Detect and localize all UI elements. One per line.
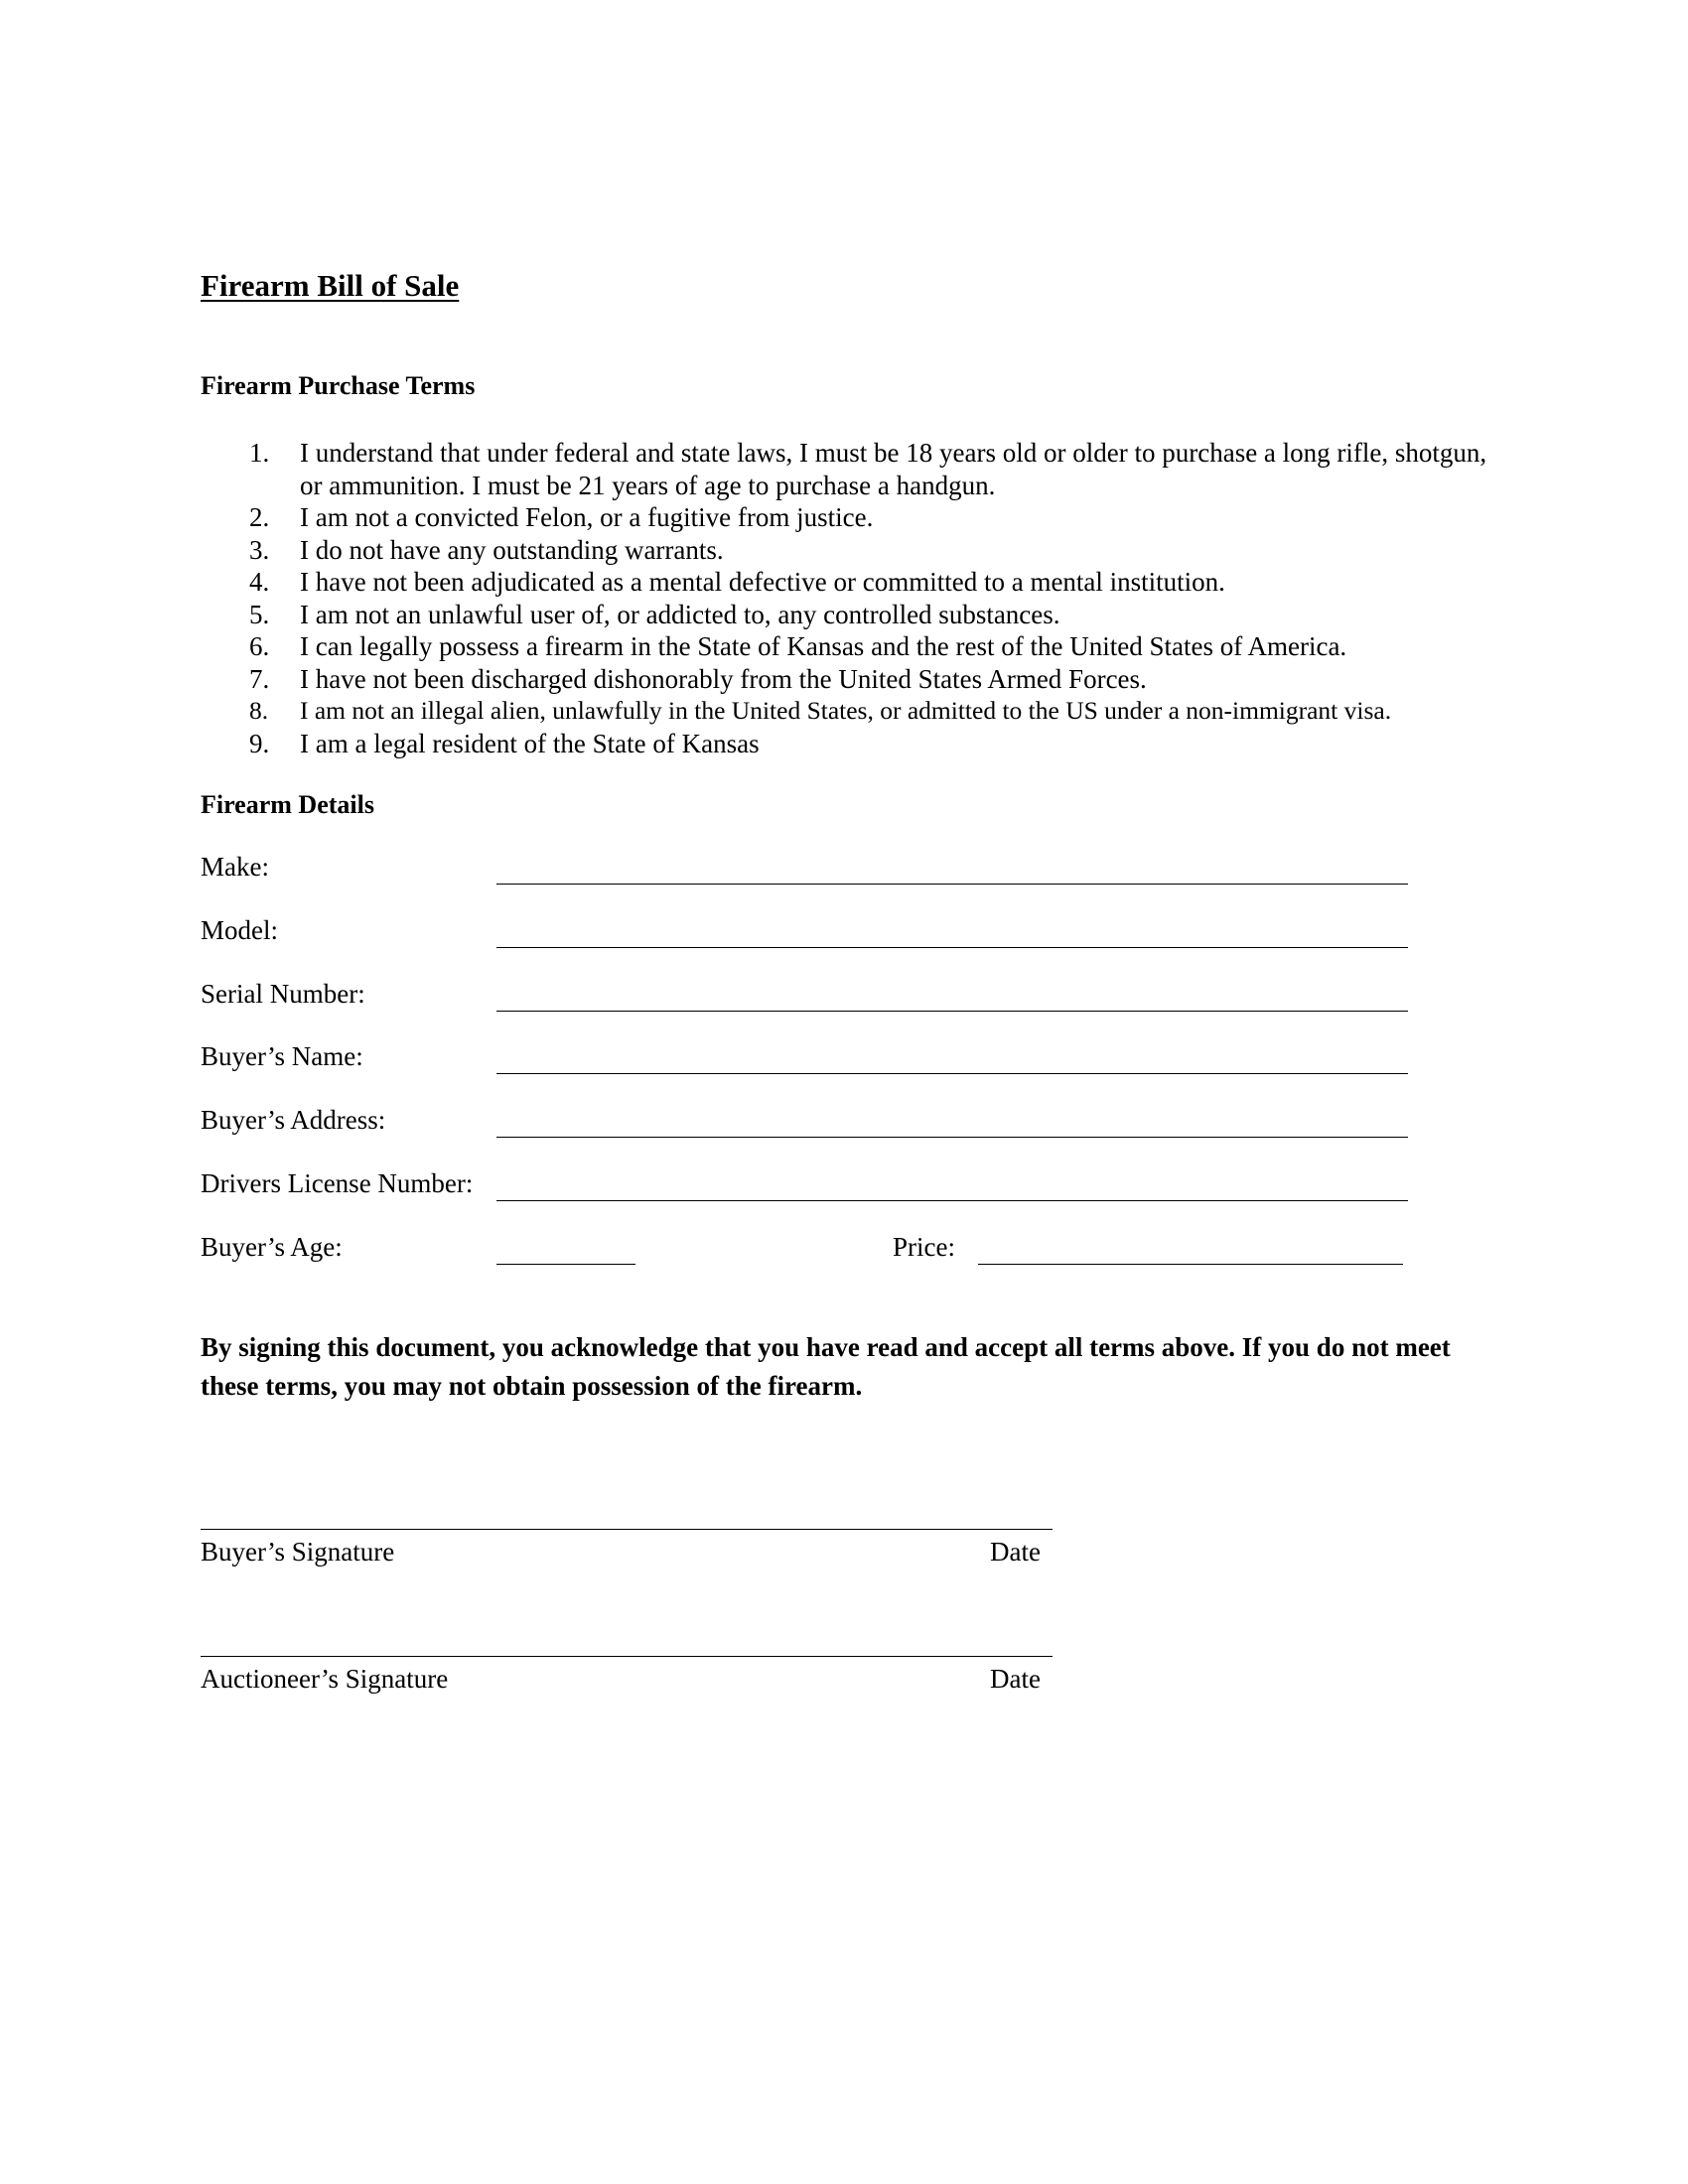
term-item [201, 501, 1491, 534]
term-item [201, 663, 1491, 696]
buyer-name-field[interactable] [496, 1073, 1408, 1074]
document-title: Firearm Bill of Sale [201, 268, 460, 303]
term-item [201, 566, 1491, 599]
term-text: I am a legal resident of the State of Kansas [300, 728, 760, 758]
term-number: 8. [249, 696, 269, 725]
term-number: 6. [249, 631, 270, 661]
buyer-signature-line[interactable] [201, 1529, 1053, 1530]
term-number: 3. [249, 534, 270, 565]
term-number: 4. [249, 567, 270, 597]
make-label: Make: [201, 852, 269, 882]
auctioneer-date-label: Date [990, 1664, 1041, 1694]
buyer-address-row [201, 1105, 1412, 1145]
term-number: 1. [249, 438, 270, 468]
buyer-age-label: Buyer’s Age: [201, 1232, 343, 1262]
auctioneer-signature-block [201, 1656, 1053, 1715]
term-number: 7. [249, 663, 270, 694]
drivers-license-row [201, 1168, 1412, 1208]
model-row [201, 915, 1412, 955]
term-text: I am not a convicted Felon, or a fugitive from justice. [300, 502, 874, 532]
buyer-address-field[interactable] [496, 1137, 1408, 1138]
serial-number-row [201, 979, 1412, 1019]
term-text: I do not have any outstanding warrants. [300, 534, 724, 565]
purchase-terms-heading: Firearm Purchase Terms [201, 371, 476, 400]
buyer-name-label: Buyer’s Name: [201, 1041, 363, 1071]
drivers-license-field[interactable] [496, 1200, 1408, 1201]
term-item [201, 630, 1491, 663]
term-text: I can legally possess a firearm in the State of Kansas and the rest of the United States of America. [300, 631, 1347, 661]
firearm-details-heading: Firearm Details [201, 790, 374, 819]
term-item [201, 599, 1491, 631]
term-text: I am not an illegal alien, unlawfully in the United States, or admitted to the US under a non-immigrant visa. [300, 696, 1392, 725]
term-number: 2. [249, 502, 270, 532]
buyer-name-row [201, 1041, 1412, 1081]
term-item [201, 728, 1491, 760]
price-field[interactable] [978, 1264, 1403, 1265]
serial-number-field[interactable] [496, 1011, 1408, 1012]
term-number: 5. [249, 599, 270, 629]
term-text: I am not an unlawful user of, or addicted to, any controlled substances. [300, 599, 1060, 629]
serial-number-label: Serial Number: [201, 979, 365, 1009]
term-item [201, 695, 1491, 728]
drivers-license-label: Drivers License Number: [201, 1168, 474, 1198]
term-item [201, 534, 1491, 567]
price-label: Price: [893, 1232, 955, 1262]
model-field[interactable] [496, 947, 1408, 948]
buyer-signature-label: Buyer’s Signature [201, 1537, 395, 1567]
make-row [201, 852, 1412, 891]
buyer-signature-block [201, 1529, 1053, 1588]
auctioneer-signature-line[interactable] [201, 1656, 1053, 1657]
term-text: I have not been adjudicated as a mental defective or committed to a mental institution. [300, 567, 1225, 597]
buyer-address-label: Buyer’s Address: [201, 1105, 386, 1135]
make-field[interactable] [496, 884, 1408, 885]
term-item [201, 437, 1491, 501]
buyer-age-field[interactable] [496, 1264, 635, 1265]
term-text: I understand that under federal and state laws, I must be 18 years old or older to purchase a long rifle, shotgun, or ammunition. I must be 21 years of age to purchase a handgun. [300, 438, 1487, 500]
buyer-date-label: Date [990, 1537, 1041, 1567]
acknowledgement-text: By signing this document, you acknowledge that you have read and accept all terms above. If you do not meet these terms, you may not obtain possession of the firearm. [201, 1332, 1451, 1401]
auctioneer-signature-label: Auctioneer’s Signature [201, 1664, 449, 1694]
age-price-row [201, 1232, 1412, 1272]
terms-list [201, 437, 1491, 759]
term-text: I have not been discharged dishonorably from the United States Armed Forces. [300, 663, 1147, 694]
model-label: Model: [201, 915, 278, 945]
term-number: 9. [249, 728, 270, 758]
